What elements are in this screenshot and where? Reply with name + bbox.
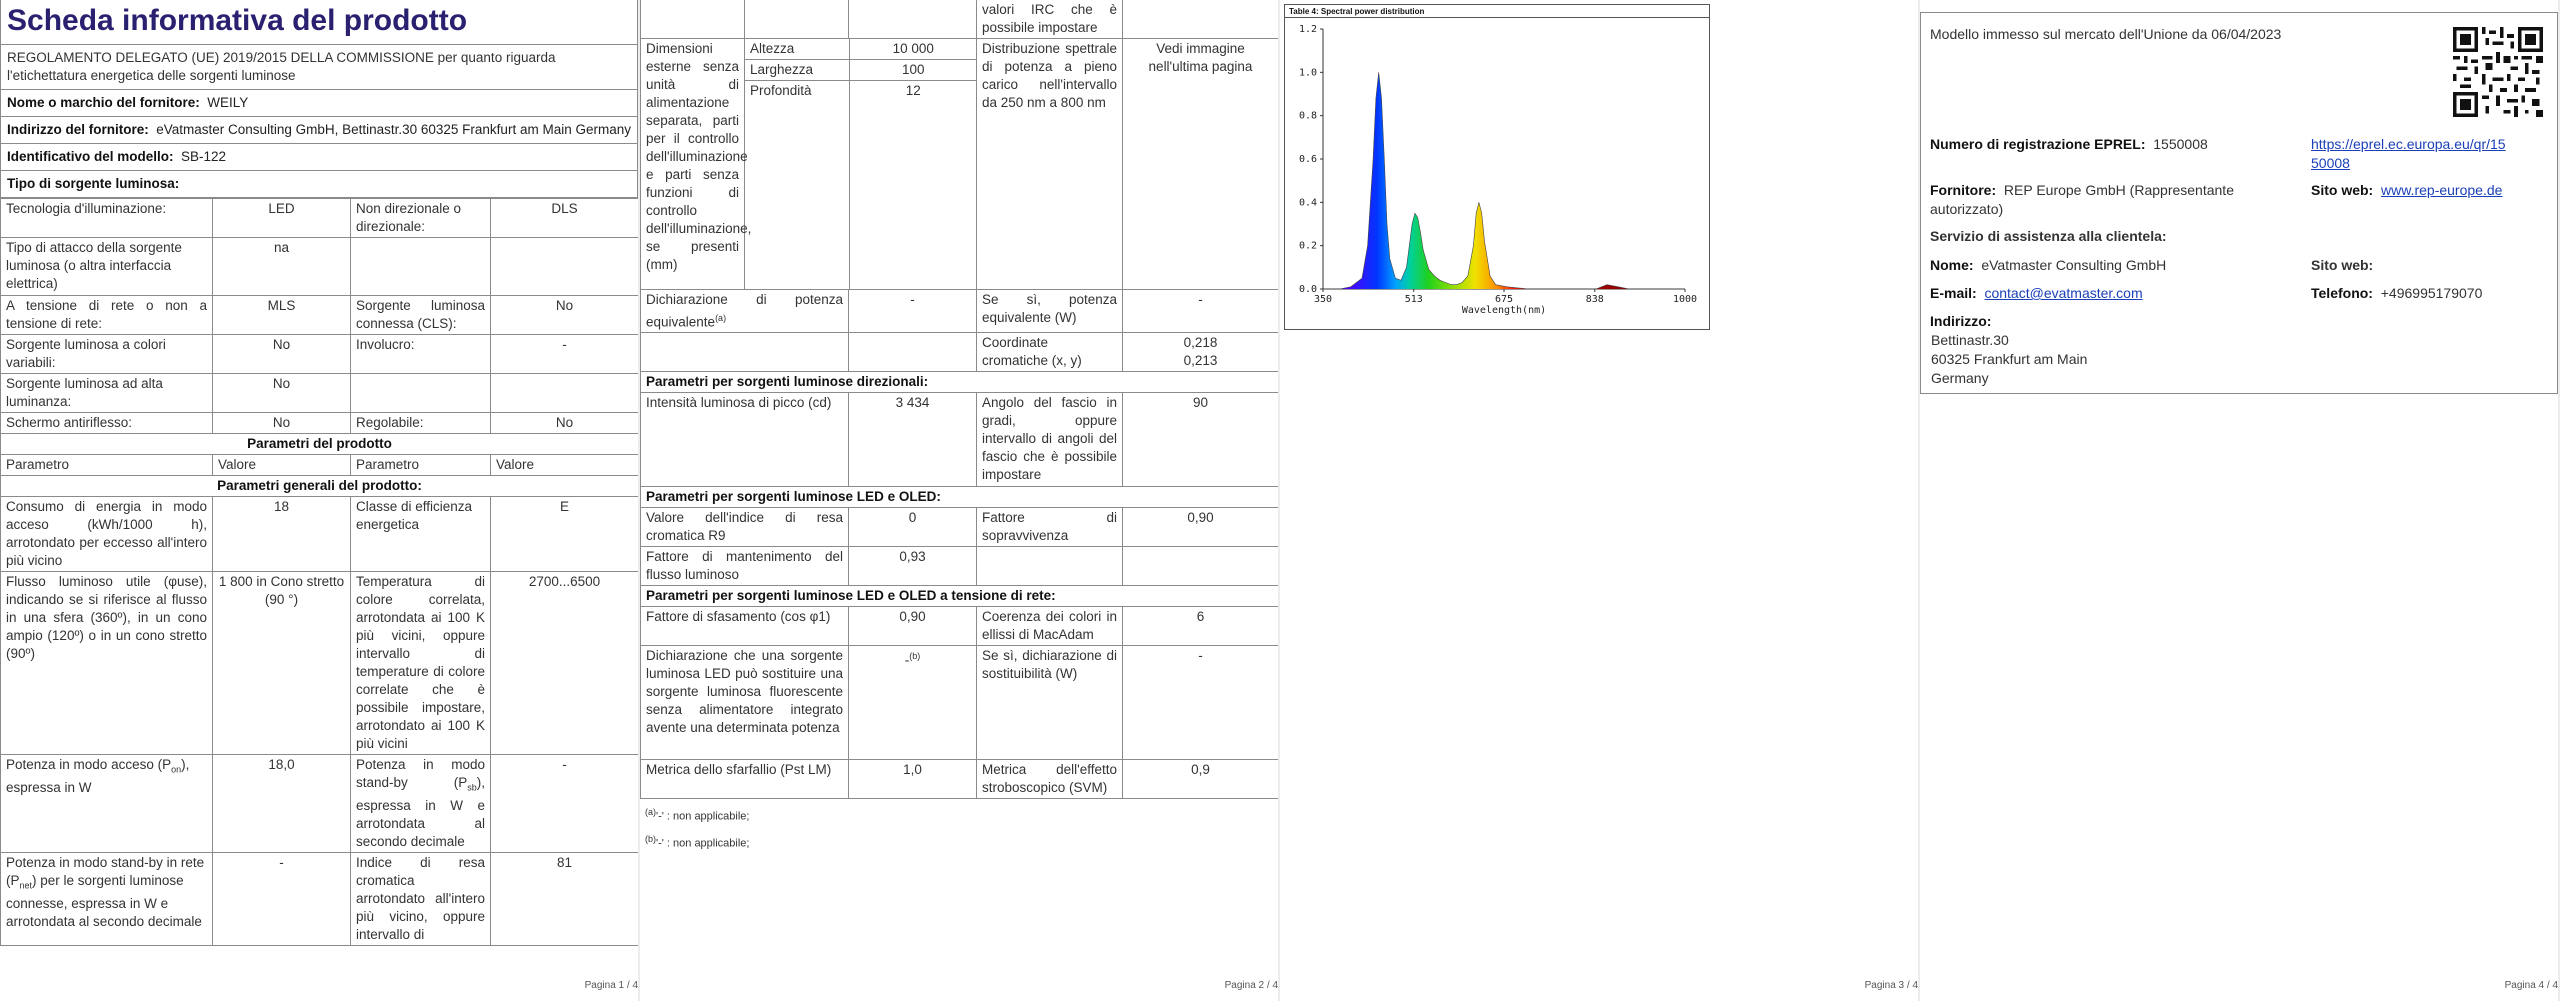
general-params-heading: Parametri generali del prodotto:	[1, 476, 639, 497]
x-tick-label: 350	[1313, 294, 1333, 305]
model-value: SB-122	[181, 149, 227, 164]
website2-label: Sito web:	[2311, 257, 2374, 273]
x-tick-label: 675	[1494, 294, 1514, 305]
table-row	[1, 853, 639, 946]
cell-text: Potenza in modo stand-by (P	[356, 757, 485, 790]
x-tick-label: 513	[1404, 294, 1423, 305]
product-params-continued-table	[640, 0, 1278, 799]
light-source-type-table	[0, 198, 638, 946]
dim-name: Larghezza	[745, 60, 849, 81]
eprel-value: 1550008	[2153, 136, 2208, 152]
table-row	[745, 39, 977, 60]
address-line: Germany	[1931, 370, 1989, 386]
table-cell: 81	[491, 853, 639, 946]
table-cell: 0,93	[849, 547, 977, 586]
service-name-row	[1930, 256, 2166, 275]
footnote-mark: (a)	[645, 807, 656, 817]
footnotes	[640, 801, 1278, 854]
table-cell: Schermo antiriflesso:	[1, 413, 213, 434]
y-tick-label: 0.4	[1298, 197, 1317, 209]
footnote-mark: (b)	[909, 651, 921, 661]
table-cell: LED	[213, 199, 351, 238]
table-row	[641, 508, 1279, 547]
led-heading: Parametri per sorgenti luminose LED e OLED:	[641, 487, 1279, 508]
table-cell: No	[491, 413, 639, 434]
product-params-heading: Parametri del prodotto	[1, 434, 639, 455]
table-cell: Involucro:	[351, 335, 491, 374]
table-cell: -	[491, 335, 639, 374]
table-cell: -	[213, 853, 351, 946]
supplier-label: Fornitore:	[1930, 182, 1997, 198]
table-row	[641, 760, 1279, 799]
y-tick-label: 0.6	[1298, 154, 1317, 165]
table-cell: -	[849, 289, 977, 333]
eprel-link-line2[interactable]: 50008	[2311, 155, 2350, 171]
y-tick-label: 1.0	[1298, 67, 1317, 79]
spectral-chart-box	[1284, 4, 1710, 330]
eprel-row	[1930, 135, 2208, 154]
email-label: E-mail:	[1930, 285, 1977, 301]
dimensions-table	[745, 39, 977, 289]
table-cell: Coerenza dei colori in ellissi di MacAdam	[977, 607, 1123, 646]
table-cell: MLS	[213, 296, 351, 335]
table-cell: Dichiarazione che una sorgente luminosa LED può sostituire una sorgente luminosa fluorescente senza alimentatore integrato avente una determinata potenza	[641, 646, 849, 760]
table-cell	[849, 0, 977, 39]
table-row	[1, 296, 639, 335]
supplier-info-box	[1920, 12, 2558, 394]
cell-text: ), espressa in W	[6, 757, 190, 795]
table-cell	[351, 238, 491, 296]
table-cell: Angolo del fascio in gradi, oppure intervallo di angoli del fascio che è possibile impostare	[977, 393, 1123, 487]
table-row	[641, 39, 1279, 290]
dim-value: 12	[849, 81, 977, 289]
cell-text: Potenza in modo stand-by in rete (P	[6, 855, 205, 888]
regulation-text: REGOLAMENTO DELEGATO (UE) 2019/2015 DELLA COMMISSIONE per quanto riguarda l'etichettatura energetica delle sorgenti luminose	[1, 45, 637, 90]
phone-label: Telefono:	[2311, 285, 2373, 301]
table-cell: No	[213, 374, 351, 413]
table-cell: Metrica dell'effetto stroboscopico (SVM)	[977, 760, 1123, 799]
x-axis-label: Wavelength(nm)	[1461, 305, 1547, 316]
address-label: Indirizzo del fornitore:	[7, 122, 149, 137]
table-cell: 18,0	[213, 755, 351, 853]
column-header-row	[1, 455, 639, 476]
table-cell	[641, 333, 849, 372]
table-cell	[849, 333, 977, 372]
address-line: 60325 Frankfurt am Main	[1931, 351, 2088, 367]
product-info-sheet	[0, 0, 638, 198]
page-1	[0, 0, 638, 1001]
table-cell: 1 800 in Cono stretto (90 °)	[213, 572, 351, 755]
table-cell	[491, 374, 639, 413]
page-number: Pagina 3 / 4	[1864, 980, 1918, 991]
table-cell: 0,90	[1123, 508, 1279, 547]
table-cell: 1,0	[849, 760, 977, 799]
website-label: Sito web:	[2311, 182, 2374, 198]
page-number: Pagina 1 / 4	[584, 980, 638, 991]
table-cell: Se sì, dichiarazione di sostituibilità (W)	[977, 646, 1123, 760]
section-heading-row	[641, 372, 1279, 393]
table-cell	[849, 646, 977, 760]
qr-code-icon	[2453, 27, 2543, 117]
table-row	[641, 547, 1279, 586]
table-cell: Fattore di sopravvivenza	[977, 508, 1123, 547]
chart-title-divider	[1285, 17, 1709, 18]
table-row	[641, 646, 1279, 760]
dim-name: Altezza	[745, 39, 849, 60]
col-header-param: Parametro	[351, 455, 491, 476]
cell-subscript: on	[171, 764, 182, 775]
table-cell: Tecnologia d'illuminazione:	[1, 199, 213, 238]
table-cell	[641, 289, 849, 333]
chromaticity-y: 0,213	[1183, 353, 1218, 368]
table-row	[641, 393, 1279, 487]
table-cell: Consumo di energia in modo acceso (kWh/1000 h), arrotondato per eccesso all'intero più vicino	[1, 497, 213, 572]
phone-value: +496995179070	[2380, 285, 2483, 301]
table-cell: -	[1123, 289, 1279, 333]
customer-service-heading: Servizio di assistenza alla clientela:	[1930, 228, 2167, 244]
table-cell	[1, 755, 213, 853]
table-row	[1, 335, 639, 374]
dim-value: 10 000	[849, 39, 977, 60]
page-number: Pagina 2 / 4	[1224, 980, 1278, 991]
table-cell: valori IRC che è possibile impostare	[977, 0, 1123, 39]
footnote-mark: (a)	[715, 312, 727, 323]
table-cell	[491, 238, 639, 296]
table-row	[1, 199, 639, 238]
cell-subscript: sb	[467, 782, 477, 793]
col-header-value: Valore	[213, 455, 351, 476]
dimensions-cell	[745, 39, 977, 290]
table-cell: -	[1123, 646, 1279, 760]
table-cell: E	[491, 497, 639, 572]
footnote-b	[645, 828, 1278, 855]
table-cell	[351, 374, 491, 413]
name-value: eVatmaster Consulting GmbH	[1981, 257, 2167, 273]
y-tick-label: 1.2	[1298, 24, 1317, 35]
dim-value: 100	[849, 60, 977, 81]
address-value: eVatmaster Consulting GmbH, Bettinastr.30 60325 Frankfurt am Main Germany	[156, 122, 631, 137]
y-tick-label: 0.8	[1298, 110, 1317, 122]
table-row	[641, 289, 1279, 333]
model-label: Identificativo del modello:	[7, 149, 174, 164]
page-4	[1920, 0, 2558, 1001]
supplier-row	[1930, 181, 2300, 219]
brand-label: Nome o marchio del fornitore:	[7, 95, 200, 110]
website-link[interactable]: www.rep-europe.de	[2381, 182, 2503, 198]
cell-text: ), espressa in W e arrotondata al secondo decimale	[356, 775, 485, 849]
eprel-label: Numero di registrazione EPREL:	[1930, 136, 2146, 152]
table-cell	[977, 547, 1123, 586]
table-cell	[1123, 547, 1279, 586]
table-cell: Classe di efficienza energetica	[351, 497, 491, 572]
table-row	[641, 607, 1279, 646]
table-row	[1, 413, 639, 434]
cell-text: -	[904, 652, 910, 668]
table-row	[745, 81, 977, 289]
table-cell: No	[213, 413, 351, 434]
table-row	[1, 572, 639, 755]
table-cell	[351, 755, 491, 853]
brand-value: WEILY	[207, 95, 249, 110]
table-cell: A tensione di rete o non a tensione di rete:	[1, 296, 213, 335]
table-cell	[1123, 0, 1279, 39]
table-row	[1, 374, 639, 413]
table-cell: 18	[213, 497, 351, 572]
y-tick-label: 0.0	[1298, 284, 1317, 295]
col-header-param: Parametro	[1, 455, 213, 476]
table-cell: 0,9	[1123, 760, 1279, 799]
section-heading-row	[641, 487, 1279, 508]
page-2	[640, 0, 1278, 1001]
website-row	[2311, 181, 2502, 200]
table-cell: Non direzionale o direzionale:	[351, 199, 491, 238]
footnote-text: '-' : non applicabile;	[656, 837, 750, 850]
table-cell: 3 434	[849, 393, 977, 487]
eprel-link-line1[interactable]: https://eprel.ec.europa.eu/qr/15	[2311, 136, 2506, 152]
email-link[interactable]: contact@evatmaster.com	[1984, 285, 2143, 301]
model-row	[1, 144, 637, 171]
table-row	[745, 60, 977, 81]
table-cell: No	[213, 335, 351, 374]
cell-text: Potenza in modo acceso (P	[6, 757, 172, 772]
table-cell: Tipo di attacco della sorgente luminosa (o altra interfaccia elettrica)	[1, 238, 213, 296]
table-cell: na	[213, 238, 351, 296]
supplier-address-row	[1, 117, 637, 144]
table-cell	[1, 853, 213, 946]
chromaticity-x: 0,218	[1183, 335, 1218, 350]
mains-heading: Parametri per sorgenti luminose LED e OLED a tensione di rete:	[641, 586, 1279, 607]
footnote-a	[645, 801, 1278, 828]
table-row	[641, 333, 1279, 372]
table-cell: Flusso luminoso utile (φuse), indicando se si riferisce al flusso in una sfera (360º), in un cono ampio (120º) o in un cono stretto (90º)	[1, 572, 213, 755]
x-tick-label: 838	[1585, 294, 1604, 305]
market-date-text: Modello immesso sul mercato dell'Unione da 06/04/2023	[1930, 26, 2282, 42]
table-cell: Regolabile:	[351, 413, 491, 434]
light-source-type-heading: Tipo di sorgente luminosa:	[7, 176, 180, 191]
table-cell: No	[491, 296, 639, 335]
address-label: Indirizzo:	[1930, 313, 1992, 329]
supplier-brand-row	[1, 90, 637, 117]
table-row	[641, 0, 1279, 39]
directional-heading: Parametri per sorgenti luminose direzionali:	[641, 372, 1279, 393]
table-cell: Coordinate cromatiche (x, y)	[977, 333, 1123, 372]
page-number: Pagina 4 / 4	[2504, 980, 2558, 991]
page-3	[1280, 0, 1918, 1001]
table-cell: Sorgente luminosa ad alta luminanza:	[1, 374, 213, 413]
table-cell: Temperatura di colore correlata, arrotondata ai 100 K più vicini, oppure intervallo di temperature di colore correlate che è possibile impostare, arrotondato ai 100 K più vicini	[351, 572, 491, 755]
table-cell: Sorgente luminosa a colori variabili:	[1, 335, 213, 374]
table-cell: Fattore di sfasamento (cos φ1)	[641, 607, 849, 646]
eprel-link[interactable]	[2311, 135, 2541, 173]
x-tick-label: 1000	[1672, 294, 1698, 305]
footnote-text: '-' : non applicabile;	[656, 810, 750, 823]
table-row	[1, 497, 639, 572]
cell-subscript: net	[19, 880, 33, 891]
table-cell: Sorgente luminosa connessa (CLS):	[351, 296, 491, 335]
table-cell: Distribuzione spettrale di potenza a pieno carico nell'intervallo da 250 nm a 800 nm	[977, 39, 1123, 290]
address-line: Bettinastr.30	[1931, 332, 2009, 348]
table-cell: Vedi immagine nell'ultima pagina	[1123, 39, 1279, 290]
dim-name: Profondità	[745, 81, 849, 289]
table-cell: 0	[849, 508, 977, 547]
address-block	[1930, 312, 2087, 388]
section-heading-row	[1, 476, 639, 497]
table-cell: Metrica dello sfarfallio (Pst LM)	[641, 760, 849, 799]
supplier-value: REP Europe GmbH (Rappresentante autorizzato)	[1930, 182, 2234, 217]
table-cell: Dimensioni esterne senza unità di alimentazione separata, parti per il controllo dell'illuminazione e parti senza funzioni di controllo dell'illuminazione, se presenti (mm)	[641, 39, 745, 290]
table-cell: Intensità luminosa di picco (cd)	[641, 393, 849, 487]
table-row	[1, 755, 639, 853]
chart-title: Table 4: Spectral power distribution	[1289, 7, 1425, 16]
section-heading-row	[641, 586, 1279, 607]
table-cell: -	[491, 755, 639, 853]
page-title: Scheda informativa del prodotto	[1, 0, 637, 45]
table-cell: Fattore di mantenimento del flusso luminoso	[641, 547, 849, 586]
cell-text: ) per le sorgenti luminose connesse, espressa in W e arrotondata al secondo decimale	[6, 873, 202, 929]
spectrum-area	[1323, 72, 1685, 289]
email-row	[1930, 284, 2143, 303]
table-cell	[641, 0, 745, 39]
table-cell: Valore dell'indice di resa cromatica R9	[641, 508, 849, 547]
table-cell: 90	[1123, 393, 1279, 487]
spectral-chart	[1285, 19, 1709, 329]
name-label: Nome:	[1930, 257, 1974, 273]
footnote-mark: (b)	[645, 833, 656, 844]
table-cell: 6	[1123, 607, 1279, 646]
section-heading-row	[1, 434, 639, 455]
y-tick-label: 0.2	[1298, 240, 1317, 252]
table-row	[1, 238, 639, 296]
table-cell: Indice di resa cromatica arrotondato all'intero più vicino, oppure intervallo di	[351, 853, 491, 946]
table-cell: DLS	[491, 199, 639, 238]
phone-row	[2311, 284, 2482, 303]
table-cell: 2700...6500	[491, 572, 639, 755]
table-cell: 0,90	[849, 607, 977, 646]
table-cell	[745, 0, 849, 39]
cell-text: Dichiarazione di potenza equivalente	[646, 291, 843, 329]
table-cell	[1123, 333, 1279, 372]
table-cell: Se sì, potenza equivalente (W)	[977, 289, 1123, 333]
col-header-value: Valore	[491, 455, 639, 476]
